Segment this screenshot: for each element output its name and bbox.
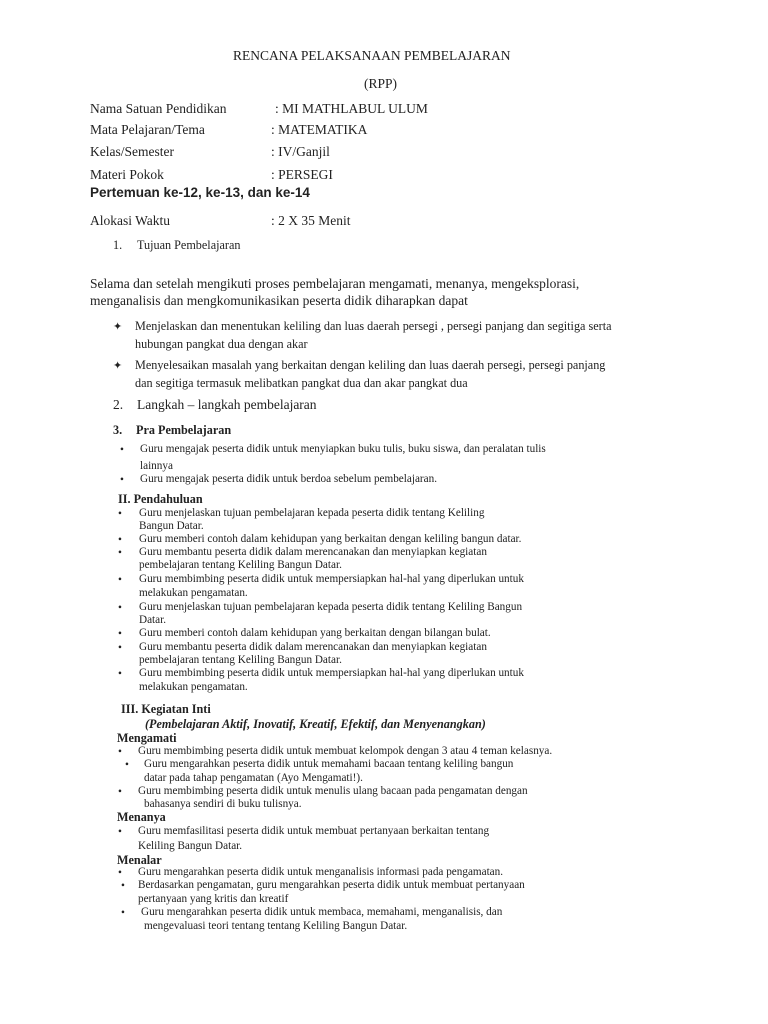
pra-number: 3. (113, 423, 123, 437)
pend-item-8-line-1: Guru membimbing peserta didik untuk mempersiapkan hal-hal yang diperlukan untuk (139, 667, 524, 679)
mengamati-item-3-line-1: Guru membimbing peserta didik untuk menulis ulang bacaan pada pengamatan dengan (138, 785, 528, 797)
bullet-icon: • (118, 547, 122, 559)
pend-item-1-line-1: Guru menjelaskan tujuan pembelajaran kepada peserta didik tentang Keliling (139, 507, 485, 519)
menanya-item-1-line-1: Guru memfasilitasi peserta didik untuk membuat pertanyaan berkaitan tentang (138, 825, 490, 837)
identity-value-topic: : PERSEGI (271, 167, 333, 182)
alokasi-label: Alokasi Waktu (90, 213, 171, 228)
bullet-icon: • (121, 880, 125, 892)
mengamati-item-1-line-1: Guru membimbing peserta didik untuk membuat kelompok dengan 3 atau 4 teman kelasnya. (138, 745, 553, 757)
intro-line-2: menganalisis dan mengkomunikasikan peserta didik diharapkan dapat (90, 293, 468, 308)
bullet-icon: • (118, 746, 122, 758)
mengamati-item-2-line-1: Guru mengarahkan peserta didik untuk memahami bacaan tentang keliling bangun (144, 758, 514, 770)
pendahuluan-heading: II. Pendahuluan (118, 492, 203, 506)
objective-2-line-2: dan segitiga termasuk melibatkan pangkat dua dan akar pangkat dua (135, 376, 468, 390)
identity-label-subject: Mata Pelajaran/Tema (90, 122, 205, 137)
bullet-icon: • (121, 907, 125, 919)
objective-1-line-2: hubungan pangkat dua dengan akar (135, 337, 308, 351)
identity-label-school: Nama Satuan Pendidikan (90, 101, 227, 116)
pend-item-1-line-2: Bangun Datar. (139, 520, 204, 532)
menalar-item-3-line-1: Guru mengarahkan peserta didik untuk membaca, memahami, menganalisis, dan (141, 906, 503, 918)
bullet-icon: • (120, 474, 124, 486)
pend-item-4-line-1: Guru membimbing peserta didik untuk mempersiapkan hal-hal yang diperlukan untuk (139, 573, 524, 585)
menanya-heading: Menanya (117, 810, 166, 824)
bullet-icon: • (118, 534, 122, 546)
bullet-icon: • (118, 628, 122, 640)
langkah-heading: Langkah – langkah pembelajaran (137, 397, 317, 412)
pend-item-3-line-2: pembelajaran tentang Keliling Bangun Datar. (139, 559, 342, 571)
bullet-icon: • (118, 786, 122, 798)
pend-item-5-line-2: Datar. (139, 614, 167, 626)
identity-label-topic: Materi Pokok (90, 167, 164, 182)
objective-1-line-1: Menjelaskan dan menentukan keliling dan luas daerah persegi , persegi panjang dan segitiga serta (135, 319, 612, 333)
pend-item-7-line-2: pembelajaran tentang Keliling Bangun Datar. (139, 654, 342, 666)
bullet-icon: • (118, 574, 122, 586)
pend-item-6-line-1: Guru memberi contoh dalam kehidupan yang berkaitan dengan bilangan bulat. (139, 627, 491, 639)
intro-line-1: Selama dan setelah mengikuti proses pembelajaran mengamati, menanya, mengeksplorasi, (90, 276, 580, 291)
tujuan-number: 1. (113, 238, 123, 252)
identity-label-class: Kelas/Semester (90, 144, 174, 159)
arrow-bullet-icon: ✦ (113, 360, 123, 372)
menalar-item-1-line-1: Guru mengarahkan peserta didik untuk menganalisis informasi pada pengamatan. (138, 866, 504, 878)
pend-item-8-line-2: melakukan pengamatan. (139, 681, 248, 693)
menalar-item-2-line-2: pertanyaan yang kritis dan kreatif (138, 893, 289, 905)
arrow-bullet-icon: ✦ (113, 321, 123, 333)
identity-value-class: : IV/Ganjil (271, 144, 330, 159)
bullet-icon: • (125, 759, 129, 771)
alokasi-value: : 2 X 35 Menit (271, 213, 351, 228)
bullet-icon: • (118, 668, 122, 680)
pra-item-1-line-1: Guru mengajak peserta didik untuk menyiapkan buku tulis, buku siswa, dan peralatan tulis (140, 443, 546, 455)
bullet-icon: • (118, 867, 122, 879)
pend-item-4-line-2: melakukan pengamatan. (139, 587, 248, 599)
pra-item-1-line-2: lainnya (140, 460, 173, 472)
identity-value-subject: : MATEMATIKA (271, 122, 368, 137)
inti-heading: III. Kegiatan Inti (121, 702, 211, 716)
document-title: RENCANA PELAKSANAAN PEMBELAJARAN (233, 48, 511, 63)
bullet-icon: • (118, 642, 122, 654)
objective-2-line-1: Menyelesaikan masalah yang berkaitan dengan keliling dan luas daerah persegi, persegi panjang (135, 358, 606, 372)
mengamati-heading: Mengamati (117, 731, 177, 745)
pend-item-5-line-1: Guru menjelaskan tujuan pembelajaran kepada peserta didik tentang Keliling Bangun (139, 601, 523, 613)
menalar-heading: Menalar (117, 853, 162, 867)
tujuan-heading: Tujuan Pembelajaran (137, 238, 241, 252)
menanya-item-1-line-2: Keliling Bangun Datar. (138, 840, 243, 852)
bullet-icon: • (120, 444, 124, 456)
pend-item-3-line-1: Guru membantu peserta didik dalam merencanakan dan menyiapkan kegiatan (139, 546, 487, 558)
document-subtitle: (RPP) (364, 76, 398, 91)
langkah-number: 2. (113, 397, 124, 412)
bullet-icon: • (118, 826, 122, 838)
menalar-item-2-line-1: Berdasarkan pengamatan, guru mengarahkan peserta didik untuk membuat pertanyaan (138, 879, 525, 891)
bullet-icon: • (118, 602, 122, 614)
mengamati-item-3-line-2: bahasanya sendiri di buku tulisnya. (144, 798, 302, 810)
inti-subheading: (Pembelajaran Aktif, Inovatif, Kreatif, Efektif, dan Menyenangkan) (145, 717, 486, 731)
bullet-icon: • (118, 508, 122, 520)
pend-item-7-line-1: Guru membantu peserta didik dalam merencanakan dan menyiapkan kegiatan (139, 641, 487, 653)
pend-item-2-line-1: Guru memberi contoh dalam kehidupan yang berkaitan dengan keliling bangun datar. (139, 533, 522, 545)
mengamati-item-2-line-2: datar pada tahap pengamatan (Ayo Mengamati!). (144, 772, 363, 784)
pra-item-2-line-1: Guru mengajak peserta didik untuk berdoa sebelum pembelajaran. (140, 473, 437, 485)
menalar-item-3-line-2: mengevaluasi teori tentang tentang Keliling Bangun Datar. (144, 920, 408, 932)
meeting-heading: Pertemuan ke-12, ke-13, dan ke-14 (90, 185, 310, 200)
identity-value-school: : MI MATHLABUL ULUM (275, 101, 428, 116)
pra-heading: Pra Pembelajaran (136, 423, 232, 437)
